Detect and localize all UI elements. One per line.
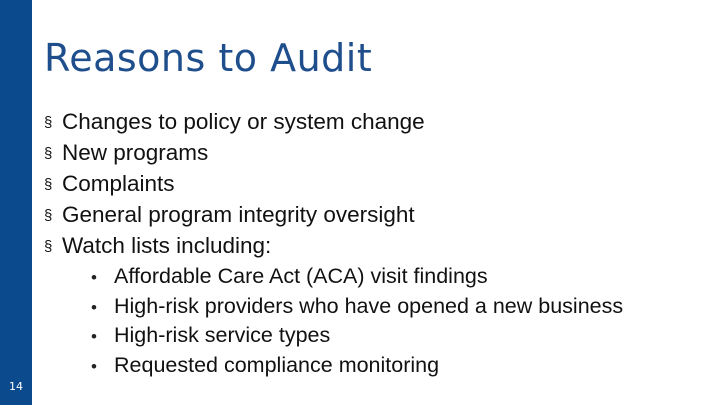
page-number: 14 [9, 380, 23, 393]
sub-bullet-item [91, 262, 623, 292]
bullet-item [44, 199, 425, 230]
sub-bullet-marker-icon: • [91, 327, 97, 346]
bullet-list [44, 106, 425, 261]
bullet-text: Changes to policy or system change [62, 109, 425, 134]
bullet-marker-icon: § [44, 145, 53, 162]
bullet-item [44, 106, 425, 137]
bullet-marker-icon: § [44, 114, 53, 131]
bullet-text: General program integrity oversight [62, 202, 415, 227]
bullet-marker-icon: § [44, 176, 53, 193]
sub-bullet-text: Requested compliance monitoring [114, 352, 440, 377]
sub-bullet-item [91, 351, 623, 381]
sub-bullet-marker-icon: • [91, 356, 97, 376]
sub-bullet-marker-icon: • [91, 268, 97, 287]
bullet-text: New programs [62, 140, 209, 165]
sub-bullet-text: High-risk providers who have opened a new business [114, 293, 624, 318]
sub-bullet-item [91, 321, 623, 351]
bullet-marker-icon: § [44, 238, 53, 255]
title-divider [32, 90, 720, 91]
bullet-item [44, 168, 425, 199]
sub-bullet-text: Affordable Care Act (ACA) visit findings [114, 264, 488, 288]
bullet-item [44, 137, 425, 168]
bullet-item [44, 230, 425, 261]
sub-bullet-list [91, 262, 624, 380]
slide-title: Reasons to Audit [44, 36, 373, 80]
sub-bullet-item [91, 292, 624, 322]
bullet-marker-icon: § [44, 207, 53, 224]
bullet-text: Watch lists including: [62, 233, 272, 258]
sub-bullet-text: High-risk service types [114, 323, 331, 347]
sub-bullet-marker-icon: • [91, 297, 97, 317]
bullet-text: Complaints [62, 171, 175, 196]
left-accent-bar [0, 0, 32, 405]
